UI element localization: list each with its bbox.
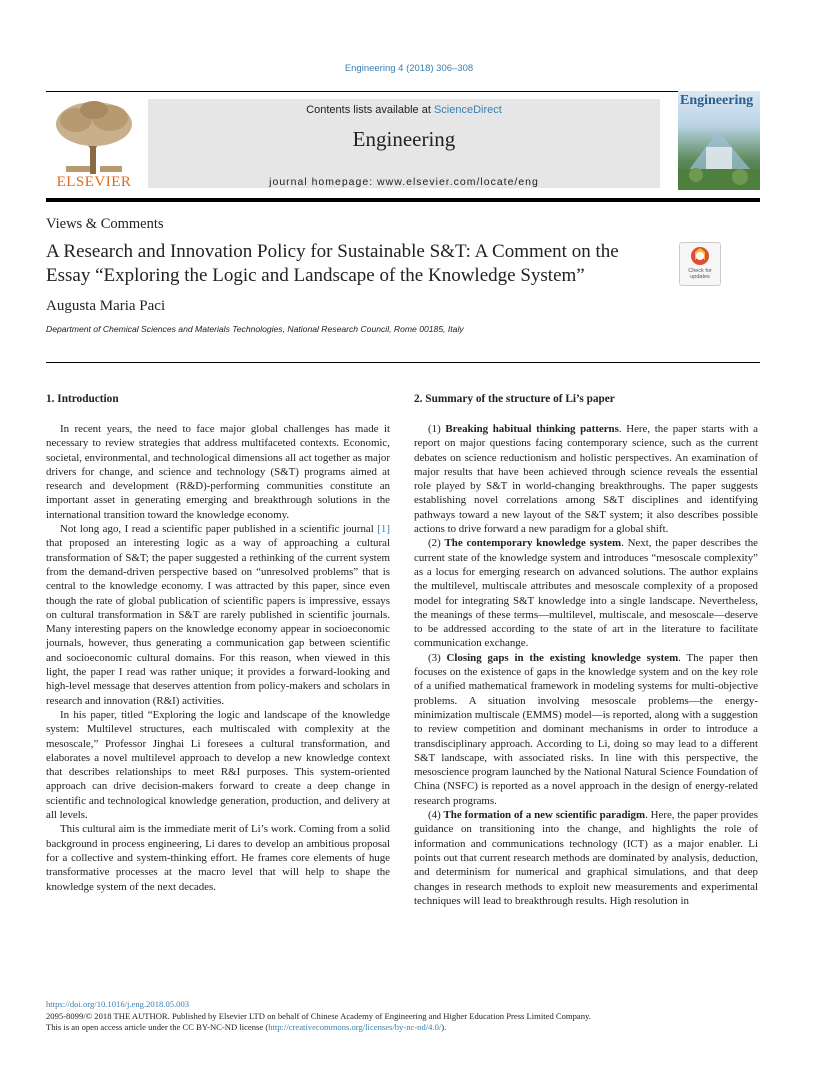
crossmark-button[interactable] <box>679 242 721 286</box>
list-item <box>414 422 758 536</box>
column-left <box>46 422 390 894</box>
item-text: . Next, the paper describes the current state of the knowledge system and introduces “mesoscale complexity” as a locus for emerging research on advanced solutions. The author explains the multilevel, multiscale attributes and mesoscale complexity of a proposed model for integrating S&T knowledge into a single landscape. Nevertheless, the meanings of these terms—multilevel, multiscale, and mesoscale—deserve to be addressed according to the state of art in the literature to facilitate communication exchange. <box>414 537 758 650</box>
item-text: . Here, the paper starts with a report on major questions facing contemporary science, such as the current debates on science reductionism and holistic perspectives. An examination of major results that have been achieved through science reveals the essential role played by S&T in world-changing breakthroughs. The paper suggests establishing novel correlations among S&T disciplines and identifying pathways toward a new layout of the S&T system; it also describes possible actions to drive forward a new paradigm for a global shift. <box>414 423 758 536</box>
paragraph: In his paper, titled “Exploring the logic and landscape of the knowledge system: Multilevel structures, each multiscaled with complexity at the mesoscale,” Professor Jinghai Li foresees a cultural transformation, and elaborates a novel multilevel approach to develop a new knowledge context that describes relationships to meet R&I purposes. This system-oriented approach can drive decision-makers forward to create a deep change in scientific and technological knowledge generation, production, and delivery at all levels. <box>46 708 390 822</box>
author-affiliation: Department of Chemical Sciences and Materials Technologies, National Research Council, Rome 00185, Italy <box>46 324 464 334</box>
masthead-bottom-rule <box>46 198 760 202</box>
item-heading: The contemporary knowledge system <box>444 537 622 550</box>
paragraph: In recent years, the need to face major global challenges has made it necessary to review strategies that address multifaceted contexts. Economic, societal, environmental, and technological dimensions all act together as major drivers for change, and science and technology (S&T) programs aimed at research and development (R&D)-performing communities constitute an important asset in generating emerging and breakthrough solutions in the international transition toward the knowledge economy. <box>46 423 390 521</box>
item-number: (4) <box>428 809 444 822</box>
list-item <box>414 808 758 908</box>
journal-cover[interactable] <box>678 91 760 190</box>
journal-homepage[interactable]: journal homepage: www.elsevier.com/locate/eng <box>269 176 539 188</box>
license-link[interactable]: http://creativecommons.org/licenses/by-nc-nd/4.0/ <box>268 1022 442 1032</box>
list-item <box>414 651 758 808</box>
masthead-top-rule <box>46 91 760 92</box>
crossmark-icon <box>690 246 710 268</box>
elsevier-logo[interactable] <box>46 96 142 190</box>
section-heading-introduction: 1. Introduction <box>46 393 119 405</box>
item-text: . The paper then focuses on the existence of gaps in the knowledge system and on the key role of a unified mathematical framework in modeling systems for multi-objective problems. A situation involving mesoscale problems—the energy-minimization multiscale (EMMS) model—is reported, along with a suggestion to review competition and dominant mechanisms in order to introduce a transdisciplinary approach. According to Li, doing so may lead to a different S&T landscape, with associated risks. In line with this perspective, the mesoscience program launched by the National Natural Science Foundation of China (NSFC) is reported as a novel approach in the design of energy-related research programs. <box>414 651 759 807</box>
header-rule <box>46 362 760 363</box>
article-title: A Research and Innovation Policy for Sustainable S&T: A Comment on the Essay “Exploring the Logic and Landscape of the Knowledge System” <box>46 241 619 286</box>
section-label: Views & Comments <box>46 216 164 232</box>
sciencedirect-link[interactable]: ScienceDirect <box>433 104 502 116</box>
doi-link[interactable]: https://doi.org/10.1016/j.eng.2018.05.003 <box>46 999 190 1009</box>
author-name: Augusta Maria Paci <box>46 298 166 314</box>
contents-line <box>148 104 660 116</box>
item-number: (1) <box>428 423 446 435</box>
item-number: (2) <box>428 537 445 550</box>
license-prefix: This is an open access article under the CC BY-NC-ND license ( <box>46 1022 269 1032</box>
column-right <box>414 422 758 908</box>
license-suffix: ). <box>441 1022 447 1032</box>
copyright-notice: 2095-8099/© 2018 THE AUTHOR. Published by Elsevier LTD on behalf of Chinese Academy of Engineering and Higher Education Press Limited Company. <box>46 1010 591 1021</box>
license-notice <box>46 1022 766 1034</box>
citation-link[interactable]: [1] <box>377 523 390 536</box>
journal-title: Engineering <box>352 127 456 151</box>
crossmark-label: Check for updates <box>688 268 712 280</box>
paragraph-text: that proposed an interesting logic as a way of approaching a cultural transformation of S&T; the paper suggested a rethinking of the current system from the demand-driven perspective based on “unresolved problems” that is central to the knowledge economy. I was attracted by this paper, since even though the rate of global publication of scientific papers is impressive, essays on cultural transformation in S&T are rarely published in scientific journals. Many interesting papers on the knowledge economy appear in socioeconomic journals, however, thus generating a communication gap between scientific and socioeconomic cultural domains. For this reason, when viewed in this light, the paper I read was rather unique; it provides a forward-looking and high-level message that deserves attention from policy-makers and scholars in research and innovation (R&I) activities. <box>46 537 390 707</box>
item-heading: Closing gaps in the existing knowledge system <box>446 651 679 664</box>
masthead-box <box>148 99 660 188</box>
list-item <box>414 536 758 650</box>
contents-prefix: Contents lists available at <box>306 104 434 116</box>
paragraph-text: Not long ago, I read a scientific paper published in a scientific journal <box>60 523 378 536</box>
cover-title: Engineering <box>680 93 754 108</box>
journal-reference[interactable]: Engineering 4 (2018) 306–308 <box>344 63 474 74</box>
item-heading: The formation of a new scientific paradigm <box>443 809 646 822</box>
elsevier-wordmark: ELSEVIER <box>56 174 132 190</box>
section-heading-summary: 2. Summary of the structure of Li’s paper <box>414 393 615 405</box>
cover-art-icon <box>678 111 760 190</box>
item-number: (3) <box>428 651 447 664</box>
item-heading: Breaking habitual thinking patterns <box>445 423 619 435</box>
page-footer <box>46 999 766 1034</box>
paragraph: This cultural aim is the immediate merit of Li’s work. Coming from a solid background in process engineering, Li dares to develop an ambitious proposal for a collective and system-thinking effort. He frames core elements of huge transformative processes at the macro level that will help to shape the knowledge system of the next decades. <box>46 823 390 893</box>
item-text: . Here, the paper provides guidance on transitioning into the change, and highlights the role of information and communications technology (ICT) as a major enabler. Li points out that current research methods are dominated by analysis, deduction, and determinism for numerical and graphical simulations, and that deep changes in research methods to exploit new measurements and experimental techniques will lead to breakthrough results. High resolution in <box>414 809 758 907</box>
paragraph <box>46 522 390 708</box>
